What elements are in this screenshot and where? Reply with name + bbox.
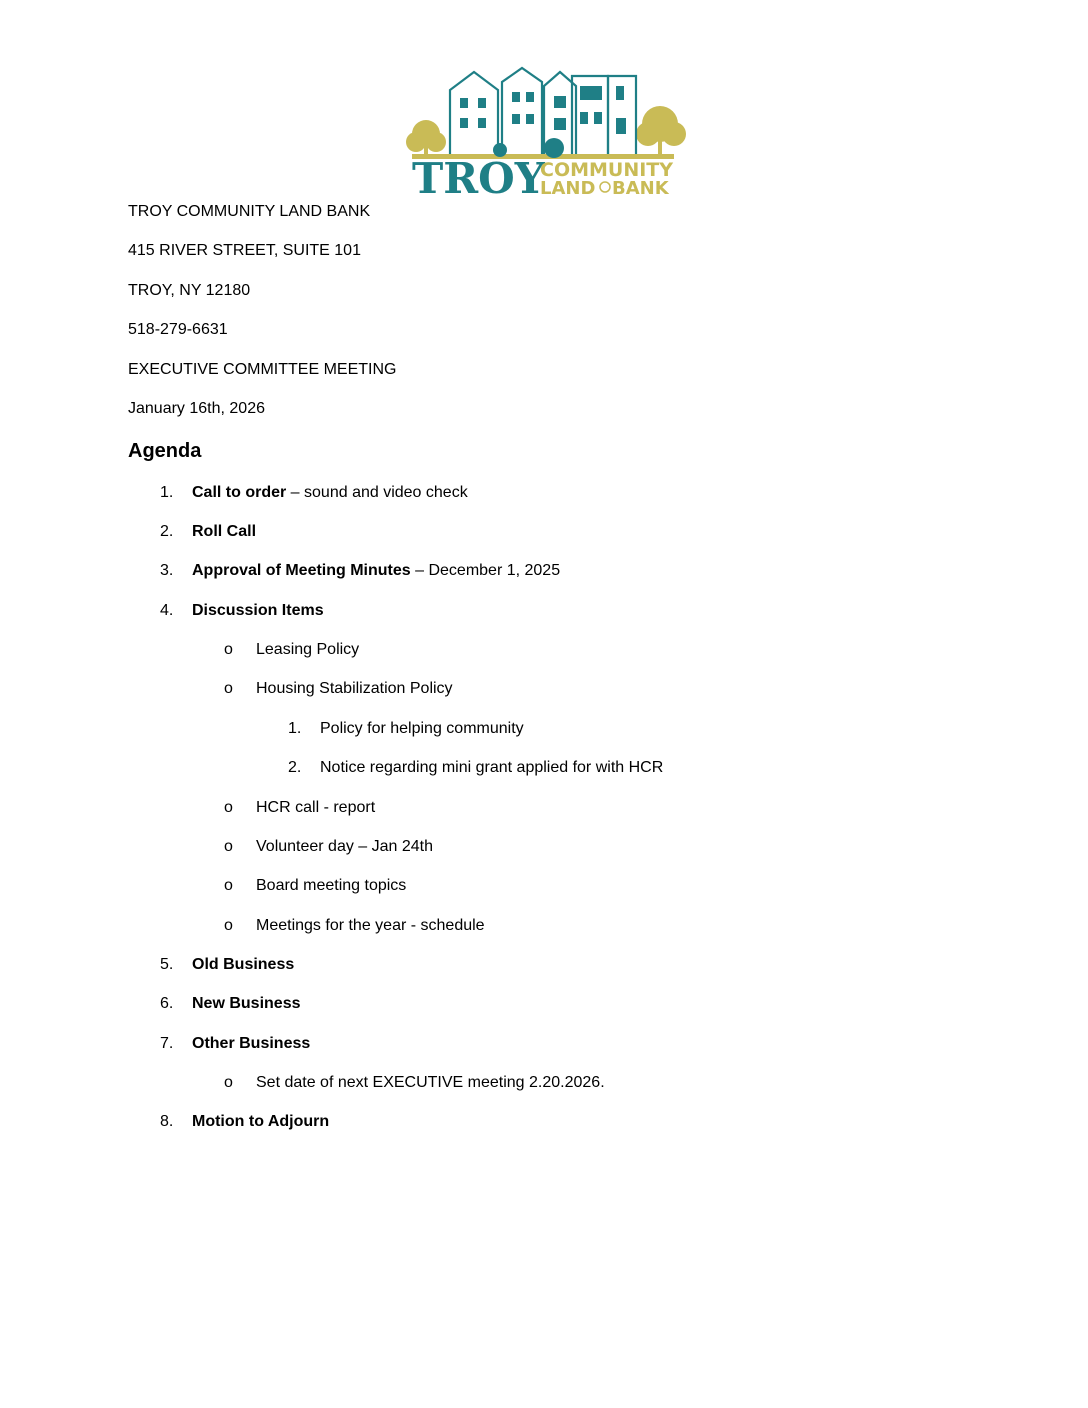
agenda-item-label: Old Business [192,956,295,973]
troy-community-land-bank-logo [404,62,690,198]
logo-word-troy: TROY [412,154,545,198]
discussion-item: Leasing Policy [256,641,360,658]
logo-word-land: LAND [540,178,596,198]
agenda-item-label: Approval of Meeting Minutes [192,562,411,579]
agenda-item-label: Motion to Adjourn [192,1113,330,1130]
agenda-item-detail: – sound and video check [286,484,468,501]
sub-item-number: 1. [288,720,302,737]
discussion-item: Housing Stabilization Policy [256,680,453,697]
agenda-item-label: New Business [192,995,301,1012]
agenda-item [192,522,256,542]
agenda-item-number: 6. [160,995,174,1012]
agenda-item [192,1112,329,1132]
agenda-item-detail: – December 1, 2025 [410,562,561,579]
agenda-item [192,483,468,503]
bullet-icon: o [224,680,233,697]
bullet-icon: o [224,838,233,855]
bullet-icon: o [224,641,233,658]
meeting-date: January 16th, 2026 [128,400,265,417]
discussion-item: Volunteer day – Jan 24th [256,838,434,855]
agenda-item [192,601,324,621]
bullet-icon: o [224,799,233,816]
agenda-item-number: 5. [160,956,174,973]
discussion-item: Board meeting topics [256,877,407,894]
street-address: 415 RIVER STREET, SUITE 101 [128,242,361,259]
bullet-icon: o [224,877,233,894]
agenda-item-number: 1. [160,484,174,501]
agenda-item [192,1034,310,1054]
bullet-icon: o [224,1074,233,1091]
agenda-item-number: 8. [160,1113,174,1130]
agenda-item [192,994,300,1014]
logo-word-community: COMMUNITY [540,159,674,181]
agenda-heading: Agenda [128,440,202,462]
meeting-title: EXECUTIVE COMMITTEE MEETING [128,361,397,378]
discussion-item: HCR call - report [256,799,376,816]
phone-number: 518-279-6631 [128,321,228,338]
agenda-item-label: Call to order [192,484,287,501]
sub-item-number: 2. [288,759,302,776]
agenda-item-number: 2. [160,523,174,540]
other-business-item: Set date of next EXECUTIVE meeting 2.20.2026. [256,1074,605,1091]
city-state-zip: TROY, NY 12180 [128,282,251,299]
discussion-item: Meetings for the year - schedule [256,917,485,934]
org-name: TROY COMMUNITY LAND BANK [128,203,371,220]
housing-sub-item: Notice regarding mini grant applied for with HCR [320,759,664,776]
housing-sub-item: Policy for helping community [320,720,524,737]
bullet-icon: o [224,917,233,934]
agenda-item-number: 7. [160,1035,174,1052]
logo-word-bank: BANK [612,178,669,198]
agenda-item [192,955,294,975]
agenda-item-label: Discussion Items [192,602,324,619]
agenda-item-number: 4. [160,602,174,619]
agenda-item-label: Other Business [192,1035,311,1052]
agenda-item [192,561,560,581]
agenda-item-label: Roll Call [192,523,257,540]
agenda-item-number: 3. [160,562,174,579]
